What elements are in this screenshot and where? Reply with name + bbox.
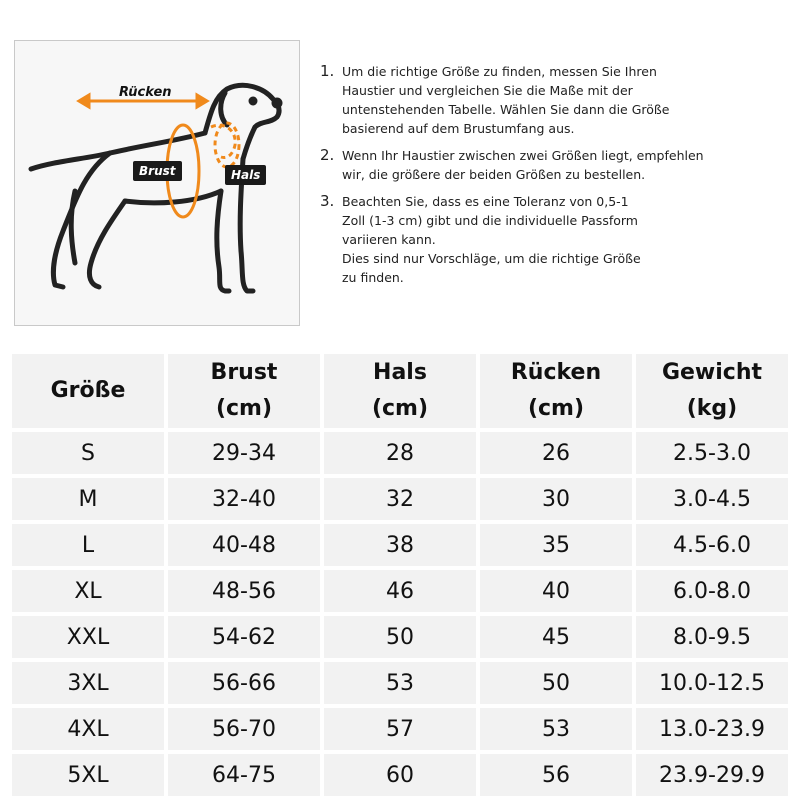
cell-size: XL bbox=[12, 570, 164, 612]
cell-neck: 32 bbox=[324, 478, 476, 520]
cell-size: XXL bbox=[12, 616, 164, 658]
cell-neck: 60 bbox=[324, 754, 476, 796]
instruction-text: Um die richtige Größe zu finden, messen Sie Ihren Haustier und vergleichen Sie die Maße mit der untenstehenden Tabelle. Wählen Sie dann die Größe basierend auf dem Brustumfang aus. bbox=[342, 64, 670, 136]
cell-weight: 23.9-29.9 bbox=[636, 754, 788, 796]
header-neck: Hals (cm) bbox=[324, 354, 476, 428]
cell-back: 50 bbox=[480, 662, 632, 704]
cell-chest: 48-56 bbox=[168, 570, 320, 612]
cell-chest: 32-40 bbox=[168, 478, 320, 520]
instruction-item bbox=[320, 62, 790, 138]
instruction-item bbox=[320, 146, 790, 184]
cell-back: 35 bbox=[480, 524, 632, 566]
cell-size: L bbox=[12, 524, 164, 566]
cell-back: 30 bbox=[480, 478, 632, 520]
cell-neck: 46 bbox=[324, 570, 476, 612]
instruction-item bbox=[320, 192, 790, 287]
cell-weight: 13.0-23.9 bbox=[636, 708, 788, 750]
header-chest: Brust (cm) bbox=[168, 354, 320, 428]
cell-back: 53 bbox=[480, 708, 632, 750]
table-row bbox=[12, 616, 788, 658]
cell-weight: 8.0-9.5 bbox=[636, 616, 788, 658]
cell-size: 4XL bbox=[12, 708, 164, 750]
chest-tag: Brust bbox=[133, 161, 182, 181]
cell-neck: 57 bbox=[324, 708, 476, 750]
cell-size: M bbox=[12, 478, 164, 520]
cell-back: 40 bbox=[480, 570, 632, 612]
instruction-text: Wenn Ihr Haustier zwischen zwei Größen liegt, empfehlen wir, die größere der beiden Größen zu bestellen. bbox=[342, 148, 704, 182]
size-chart-table bbox=[8, 350, 792, 800]
cell-neck: 53 bbox=[324, 662, 476, 704]
cell-neck: 50 bbox=[324, 616, 476, 658]
cell-back: 45 bbox=[480, 616, 632, 658]
table-header-row bbox=[12, 354, 788, 428]
instruction-number: 3. bbox=[320, 192, 335, 210]
cell-weight: 6.0-8.0 bbox=[636, 570, 788, 612]
cell-size: 3XL bbox=[12, 662, 164, 704]
table-row bbox=[12, 662, 788, 704]
cell-neck: 28 bbox=[324, 432, 476, 474]
cell-chest: 56-66 bbox=[168, 662, 320, 704]
instruction-number: 1. bbox=[320, 62, 335, 80]
back-label: Rücken bbox=[119, 85, 172, 100]
header-back: Rücken (cm) bbox=[480, 354, 632, 428]
header-size: Größe bbox=[12, 354, 164, 428]
cell-size: S bbox=[12, 432, 164, 474]
cell-chest: 54-62 bbox=[168, 616, 320, 658]
cell-chest: 40-48 bbox=[168, 524, 320, 566]
cell-chest: 56-70 bbox=[168, 708, 320, 750]
cell-weight: 10.0-12.5 bbox=[636, 662, 788, 704]
table-row bbox=[12, 432, 788, 474]
cell-chest: 64-75 bbox=[168, 754, 320, 796]
neck-tag: Hals bbox=[225, 165, 266, 185]
table-row bbox=[12, 754, 788, 796]
cell-weight: 4.5-6.0 bbox=[636, 524, 788, 566]
instructions-list bbox=[320, 62, 790, 295]
cell-size: 5XL bbox=[12, 754, 164, 796]
table-row bbox=[12, 708, 788, 750]
instruction-number: 2. bbox=[320, 146, 335, 164]
table-row bbox=[12, 524, 788, 566]
table-row bbox=[12, 478, 788, 520]
cell-back: 26 bbox=[480, 432, 632, 474]
cell-back: 56 bbox=[480, 754, 632, 796]
cell-chest: 29-34 bbox=[168, 432, 320, 474]
cell-neck: 38 bbox=[324, 524, 476, 566]
cell-weight: 3.0-4.5 bbox=[636, 478, 788, 520]
cell-weight: 2.5-3.0 bbox=[636, 432, 788, 474]
dog-measurement-illustration bbox=[14, 40, 300, 326]
table-row bbox=[12, 570, 788, 612]
instruction-text: Beachten Sie, dass es eine Toleranz von 0,5-1 Zoll (1-3 cm) gibt und die individuelle Passform variieren kann. Dies sind nur Vorschläge, um die richtige Größe zu finden. bbox=[342, 194, 641, 285]
header-weight: Gewicht (kg) bbox=[636, 354, 788, 428]
